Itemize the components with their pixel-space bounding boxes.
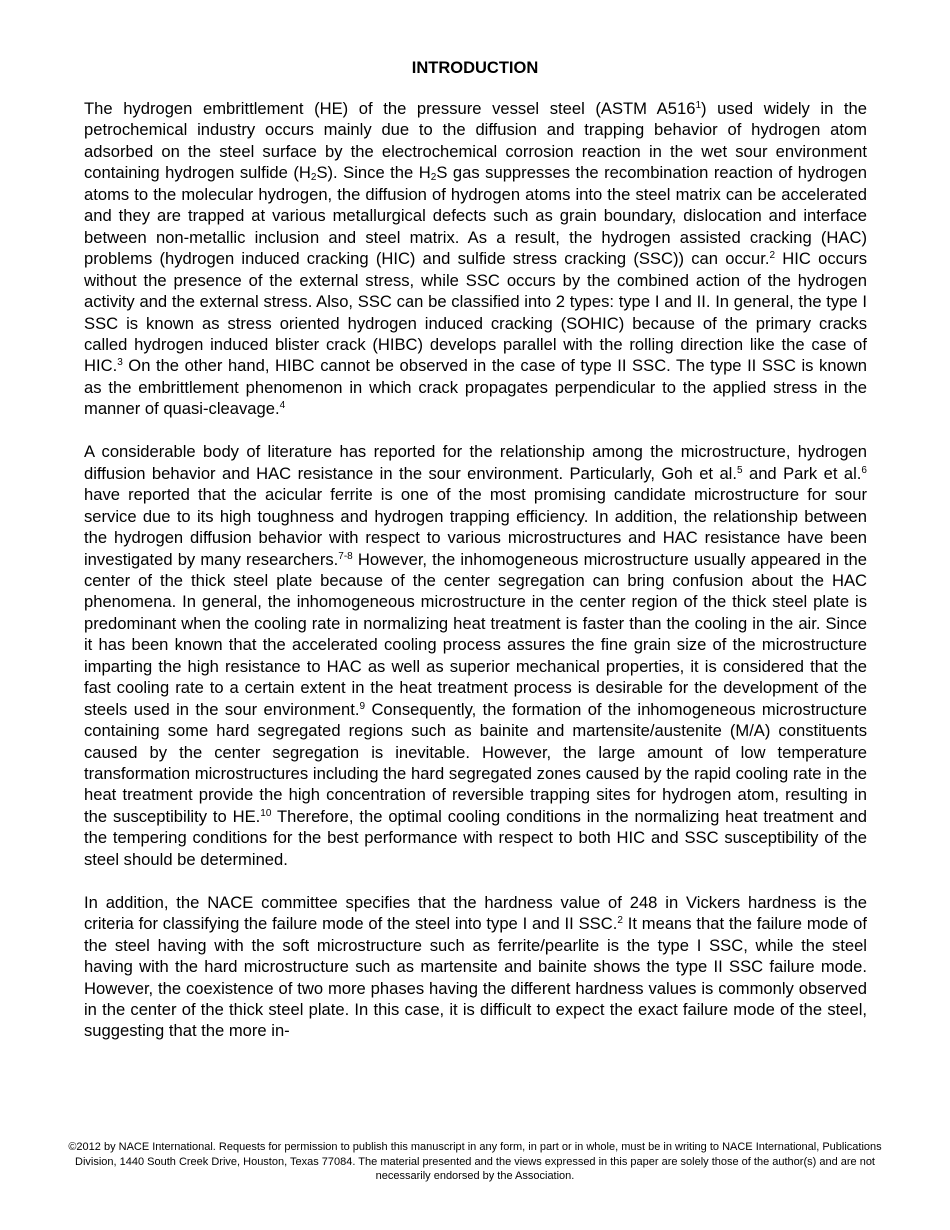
citation-superscript: 3 <box>117 357 123 369</box>
citation-superscript: 4 <box>279 400 286 412</box>
text-run: In addition, the NACE committee specifies that the hardness value of 248 in Vickers hardness is the criteria for classifying the failure mode of the steel into type I and II SSC. <box>84 892 867 934</box>
chemical-subscript: 2 <box>430 172 437 184</box>
paragraph <box>84 892 867 1042</box>
citation-superscript: 7-8 <box>338 550 353 562</box>
citation-superscript: 6 <box>861 464 867 476</box>
citation-superscript: 1 <box>695 100 701 111</box>
copyright-footer: ©2012 by NACE International. Requests for permission to publish this manuscript in any form, in part or in whole, must be in writing to NACE International, Publications Division, 1440 South Creek Drive, Houston, Texas 77084. The material presented and the views expressed in this paper are solely those of the author(s) and are not necessarily endorsed by the Association. <box>68 1141 882 1182</box>
text-run: Therefore, the optimal cooling conditions in the normalizing heat treatment and the tempering conditions for the best performance with respect to both HIC and SSC susceptibility of the steel should be determined. <box>84 806 868 869</box>
text-run: and Park et al. <box>742 463 862 483</box>
citation-superscript: 9 <box>359 700 366 712</box>
citation-superscript: 2 <box>769 250 776 262</box>
paragraph <box>84 98 867 420</box>
text-run: ) used widely in the petrochemical industry occurs mainly due to the diffusion and trapping behavior of hydrogen atom adsorbed on the steel surface by the electrochemical corrosion reaction in the wet sour environment containing hydrogen sulfide (H <box>84 99 868 183</box>
citation-superscript: 10 <box>260 807 272 819</box>
text-run: S gas suppresses the recombination reaction of hydrogen atoms to the molecular hydrogen, the diffusion of hydrogen atoms into the steel matrix can be accelerated and they are trapped at various metallurgical defects such as grain boundary, dislocation and interface between non-metallic inclusion and steel matrix. As a result, the hydrogen assisted cracking (HAC) problems (hydrogen induced cracking (HIC) and sulfide stress cracking (SSC)) can occur. <box>84 163 867 269</box>
chemical-subscript: 2 <box>310 172 317 184</box>
text-run: Consequently, the formation of the inhomogeneous microstructure containing some hard segregated regions such as bainite and martensite/austenite (M/A) constituents caused by the center segregation is inevitable. However, the large amount of low temperature transformation microstructures including the hard segregated zones caused by the rapid cooling rate in the heat treatment provide the high concentration of reversible trapping sites for hydrogen atom, resulting in the susceptibility to HE. <box>84 699 867 826</box>
text-run: On the other hand, HIBC cannot be observed in the case of type II SSC. The type II SSC is known as the embrittlement phenomenon in which crack propagates perpendicular to the applied stress in the manner of quasi-cleavage. <box>84 356 867 419</box>
text-run: have reported that the acicular ferrite is one of the most promising candidate microstructure for sour service due to its high toughness and hydrogen trapping efficiency. In addition, the relationship between the hydrogen diffusion behavior with respect to various microstructures and HAC resistance have been investigated by many researchers. <box>84 485 867 569</box>
text-run: A considerable body of literature has reported for the relationship among the microstructure, hydrogen diffusion behavior and HAC resistance in the sour environment. Particularly, Goh et al. <box>84 442 867 483</box>
text-run: HIC occurs without the presence of the external stress, while SSC occurs by the combined action of the hydrogen activity and the external stress. Also, SSC can be classified into 2 types: type I and II. In general, the type I SSC is known as stress oriented hydrogen induced cracking (SOHIC) because of the primary cracks called hydrogen induced blister crack (HIBC) develops parallel with the rolling direction like the case of HIC. <box>84 249 867 376</box>
section-heading: INTRODUCTION <box>411 59 539 77</box>
citation-superscript: 2 <box>617 915 623 927</box>
text-run: The hydrogen embrittlement (HE) of the pressure vessel steel (ASTM A516 <box>84 99 696 118</box>
citation-superscript: 5 <box>736 464 743 476</box>
article-body <box>84 98 867 1042</box>
text-run: S). Since the H <box>316 163 431 183</box>
text-run: However, the inhomogeneous microstructure usually appeared in the center of the thick steel plate because of the center segregation can bring confusion about the HAC phenomena. In general, the inhomogeneous microstructure in the center region of the thick steel plate is predominant when the cooling rate in normalizing heat treatment is faster than the cooling in the air. Since it has been known that the accelerated cooling process assures the fine grain size of the microstructure imparting the high resistance to HAC as well as superior mechanical properties, it is considered that the fast cooling rate to a certain extent in the heat treatment process is desirable for the development of the steels used in the sour environment. <box>84 549 867 719</box>
paragraph <box>84 441 867 870</box>
text-run: It means that the failure mode of the steel having with the soft microstructure such as ferrite/pearlite is the type I SSC, while the steel having with the hard microstructure such as martensite and bainite shows the type II SSC failure mode. However, the coexistence of two more phases having the different hardness values is commonly observed in the center of the thick steel plate. In this case, it is difficult to expect the exact failure mode of the steel, suggesting that the more in- <box>84 914 867 1041</box>
